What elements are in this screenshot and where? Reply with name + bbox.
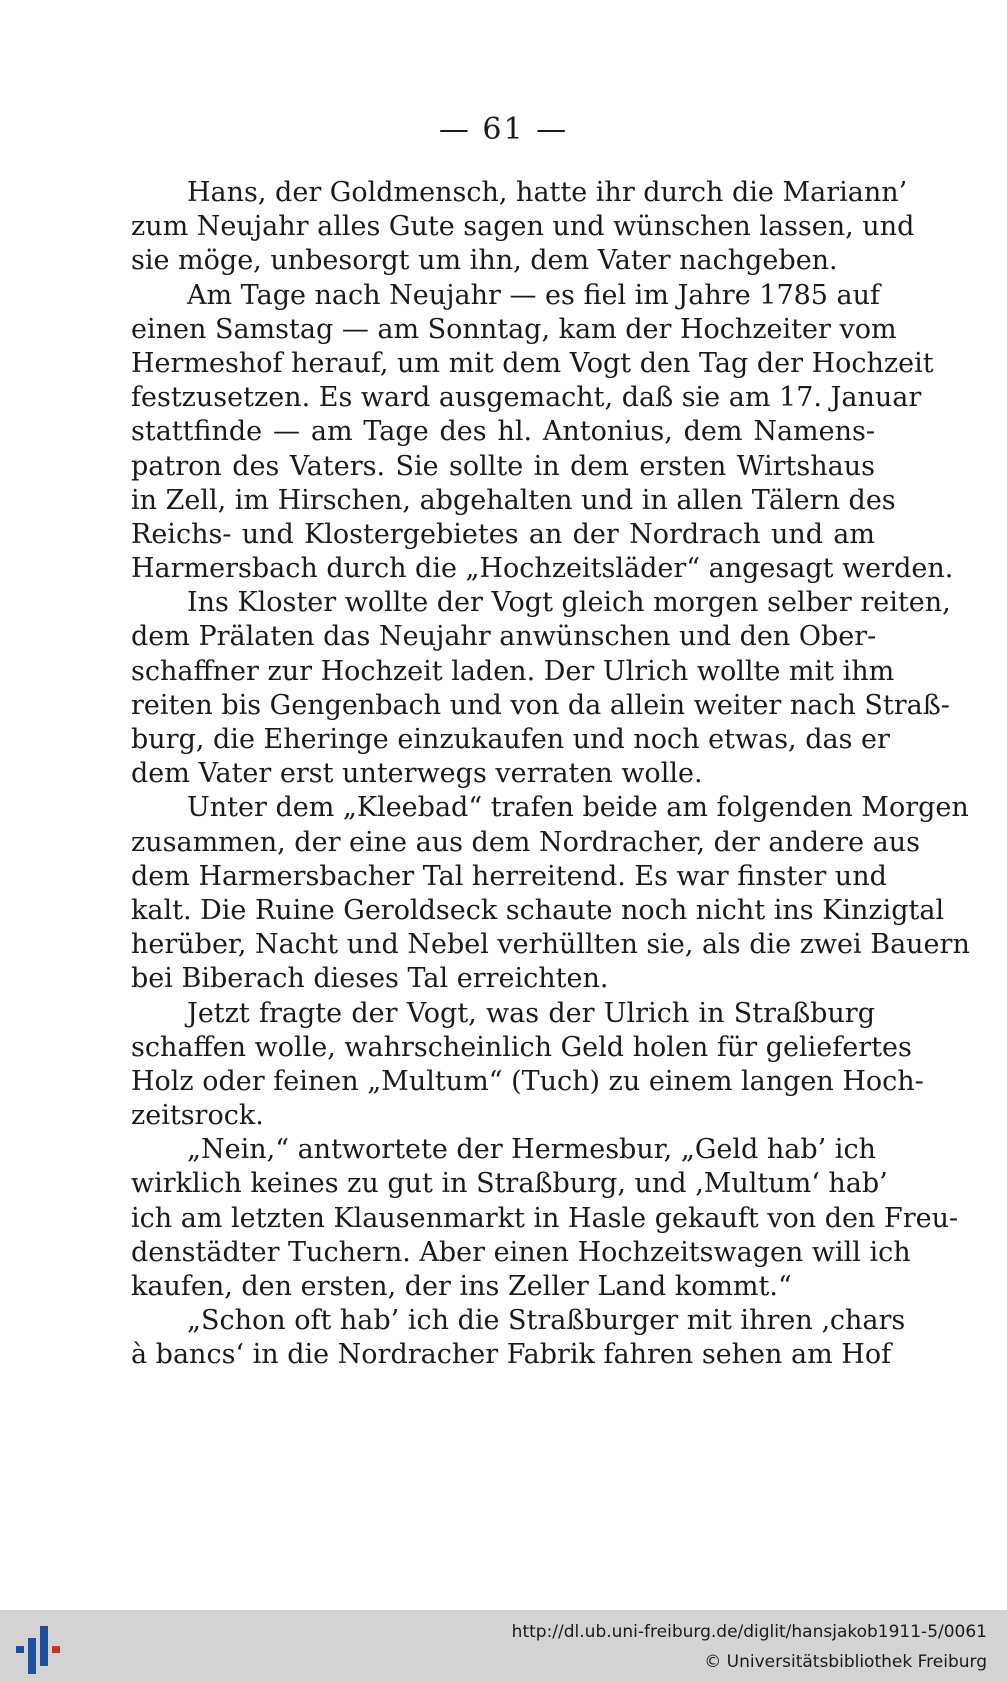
text-line: reiten bis Gengenbach und von da allein weiter nach Straß-	[131, 689, 950, 721]
text-line: „Schon oft hab’ ich die Straßburger mit ihren ‚chars	[187, 1305, 906, 1337]
copyright-notice: © Universitätsbibliothek Freiburg	[704, 1652, 987, 1672]
text-line: zeitsrock.	[131, 1100, 264, 1132]
text-line: Am Tage nach Neujahr — es fiel im Jahre 1785 auf	[187, 279, 881, 311]
text-line: Harmersbach durch die „Hochzeitsläder“ angesagt werden.	[131, 553, 954, 585]
text-line: Holz oder feinen „Multum“ (Tuch) zu einem langen Hoch-	[131, 1065, 924, 1097]
library-logo-icon	[12, 1624, 64, 1676]
text-line: Ins Kloster wollte der Vogt gleich morgen selber reiten,	[187, 587, 951, 619]
text-line: „Nein,“ antwortete der Hermesbur, „Geld hab’ ich	[187, 1134, 876, 1166]
text-line: ich am letzten Klausenmarkt in Hasle gekauft von den Freu-	[131, 1202, 959, 1234]
footer-bar	[0, 1610, 1007, 1681]
text-line: kaufen, den ersten, der ins Zeller Land kommt.“	[131, 1271, 792, 1302]
text-line: herüber, Nacht und Nebel verhüllten sie, als die zwei Bauern	[131, 929, 970, 961]
text-line: einen Samstag — am Sonntag, kam der Hochzeiter vom	[131, 313, 897, 345]
text-line: denstädter Tuchern. Aber einen Hochzeitswagen will ich	[131, 1236, 911, 1268]
text-line: Hermeshof herauf, um mit dem Vogt den Tag der Hochzeit	[131, 347, 934, 379]
text-line: dem Vater erst unterwegs verraten wolle.	[131, 758, 703, 790]
permalink-link[interactable]: http://dl.ub.uni-freiburg.de/diglit/hansjakob1911-5/0061	[511, 1622, 987, 1642]
text-line: à bancs‘ in die Nordracher Fabrik fahren sehen am Hof	[131, 1339, 892, 1371]
text-line: wirklich keines zu gut in Straßburg, und ‚Multum‘ hab’	[131, 1168, 888, 1200]
text-line: dem Prälaten das Neujahr anwünschen und den Ober-	[131, 621, 877, 653]
text-line: patron des Vaters. Sie sollte in dem ersten Wirtshaus	[131, 450, 875, 482]
text-line: zum Neujahr alles Gute sagen und wünschen lassen, und	[131, 211, 915, 243]
page-number: — 61 —	[438, 112, 569, 147]
body-text	[131, 176, 970, 1373]
text-line: Hans, der Goldmensch, hatte ihr durch die Mariann’	[187, 177, 908, 208]
text-line: zusammen, der eine aus dem Nordracher, der andere aus	[131, 826, 920, 858]
text-line: in Zell, im Hirschen, abgehalten und in allen Tälern des	[131, 484, 896, 516]
text-line: kalt. Die Ruine Geroldseck schaute noch nicht ins Kinzigtal	[131, 894, 945, 926]
text-line: stattfinde — am Tage des hl. Antonius, dem Namens-	[131, 416, 875, 448]
text-line: Jetzt fragte der Vogt, was der Ulrich in Straßburg	[187, 997, 875, 1029]
text-line: Reichs- und Klostergebietes an der Nordrach und am	[131, 518, 875, 550]
text-line: burg, die Eheringe einzukaufen und noch etwas, das er	[131, 724, 890, 755]
text-line: schaffen wolle, wahrscheinlich Geld holen für geliefertes	[131, 1031, 912, 1063]
text-line: dem Harmersbacher Tal herreitend. Es war finster und	[131, 860, 887, 892]
text-line: Unter dem „Kleebad“ trafen beide am folgenden Morgen	[187, 792, 969, 824]
text-line: bei Biberach dieses Tal erreichten.	[131, 963, 609, 995]
text-line: festzusetzen. Es ward ausgemacht, daß sie am 17. Januar	[131, 382, 922, 414]
text-line: sie möge, unbesorgt um ihn, dem Vater nachgeben.	[131, 245, 838, 277]
text-line: schaffner zur Hochzeit laden. Der Ulrich wollte mit ihm	[131, 655, 895, 687]
